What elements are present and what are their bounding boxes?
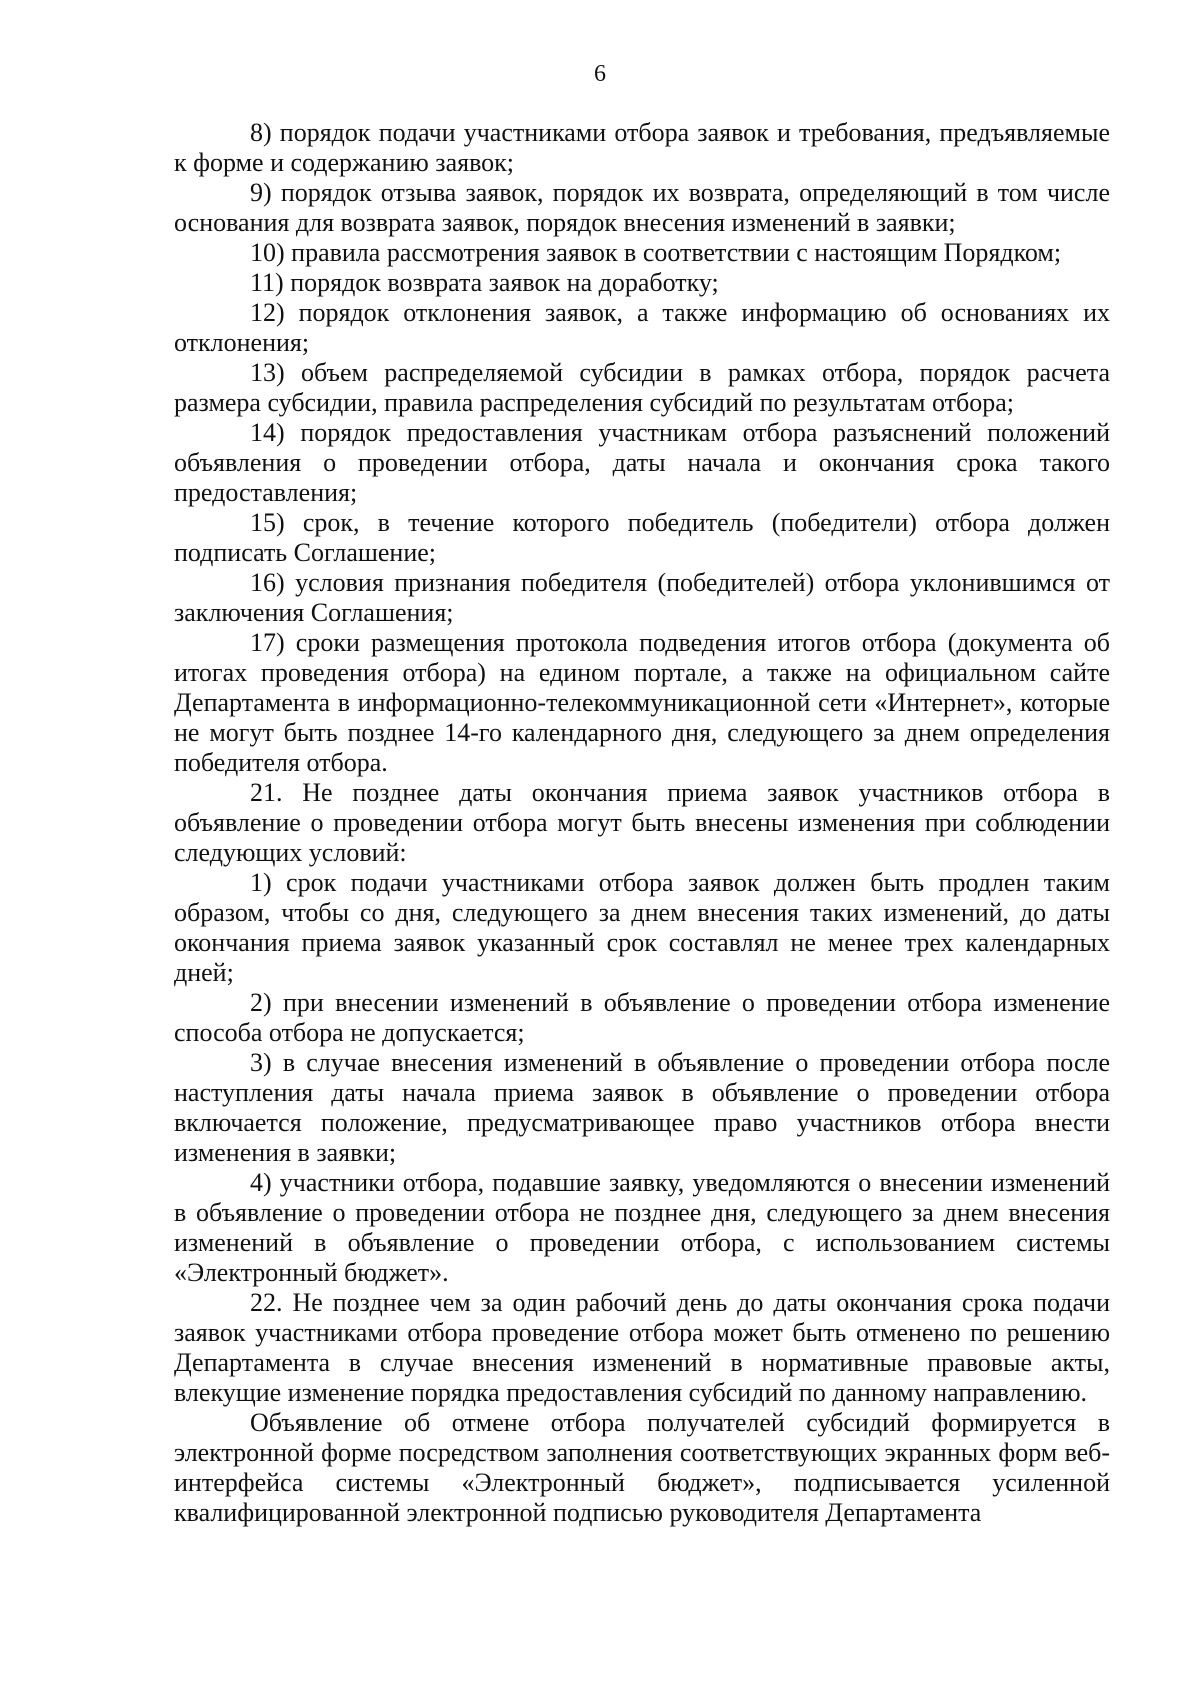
paragraph-item-9: 9) порядок отзыва заявок, порядок их возврата, определяющий в том числе основания для возврата заявок, порядок внесения изменений в заявки;	[174, 178, 1110, 237]
paragraph-clause-21-item-4: 4) участники отбора, подавшие заявку, уведомляются о внесении изменений в объявление о проведении отбора не позднее дня, следующего за днем внесения изменений в объявление о проведении отбора, с использованием системы «Электронный бюджет».	[174, 1168, 1110, 1287]
paragraph-clause-21-item-2: 2) при внесении изменений в объявление о проведении отбора изменение способа отбора не допускается;	[174, 988, 1110, 1047]
paragraph-item-8: 8) порядок подачи участниками отбора заявок и требования, предъявляемые к форме и содержанию заявок;	[174, 118, 1110, 177]
paragraph-item-17: 17) сроки размещения протокола подведения итогов отбора (документа об итогах проведения отбора) на едином портале, а также на официальном сайте Департамента в информационно-телекоммуникационной сети «Интернет», которые не могут быть позднее 14-го календарного дня, следующего за днем определения победителя отбора.	[174, 628, 1110, 777]
paragraph-item-16: 16) условия признания победителя (победителей) отбора уклонившимся от заключения Соглашения;	[174, 568, 1110, 627]
paragraph-clause-22: 22. Не позднее чем за один рабочий день до даты окончания срока подачи заявок участниками отбора проведение отбора может быть отменено по решению Департамента в случае внесения изменений в нормативные правовые акты, влекущие изменение порядка предоставления субсидий по данному направлению.	[174, 1288, 1110, 1407]
paragraph-item-15: 15) срок, в течение которого победитель (победители) отбора должен подписать Соглашение;	[174, 508, 1110, 567]
paragraph-item-12: 12) порядок отклонения заявок, а также информацию об основаниях их отклонения;	[174, 298, 1110, 357]
paragraph-clause-21: 21. Не позднее даты окончания приема заявок участников отбора в объявление о проведении отбора могут быть внесены изменения при соблюдении следующих условий:	[174, 778, 1110, 867]
paragraph-item-13: 13) объем распределяемой субсидии в рамках отбора, порядок расчета размера субсидии, правила распределения субсидий по результатам отбора;	[174, 358, 1110, 417]
paragraph-item-11: 11) порядок возврата заявок на доработку;	[250, 268, 719, 297]
paragraph-clause-21-item-3: 3) в случае внесения изменений в объявление о проведении отбора после наступления даты начала приема заявок в объявление о проведении отбора включается положение, предусматривающее право участников отбора внести изменения в заявки;	[174, 1048, 1110, 1167]
paragraph-item-10: 10) правила рассмотрения заявок в соответствии с настоящим Порядком;	[250, 238, 1062, 267]
paragraph-clause-21-item-1: 1) срок подачи участниками отбора заявок должен быть продлен таким образом, чтобы со дня, следующего за днем внесения таких изменений, до даты окончания приема заявок указанный срок составлял не менее трех календарных дней;	[174, 868, 1110, 987]
document-body	[174, 118, 1110, 1528]
page-number: 6	[594, 61, 606, 87]
paragraph-item-14: 14) порядок предоставления участникам отбора разъяснений положений объявления о проведении отбора, даты начала и окончания срока такого предоставления;	[174, 418, 1110, 507]
paragraph-cancellation-notice: Объявление об отмене отбора получателей субсидий формируется в электронной форме посредством заполнения соответствующих экранных форм веб-интерфейса системы «Электронный бюджет», подписывается усиленной квалифицированной электронной подписью руководителя Департамента	[174, 1408, 1110, 1527]
